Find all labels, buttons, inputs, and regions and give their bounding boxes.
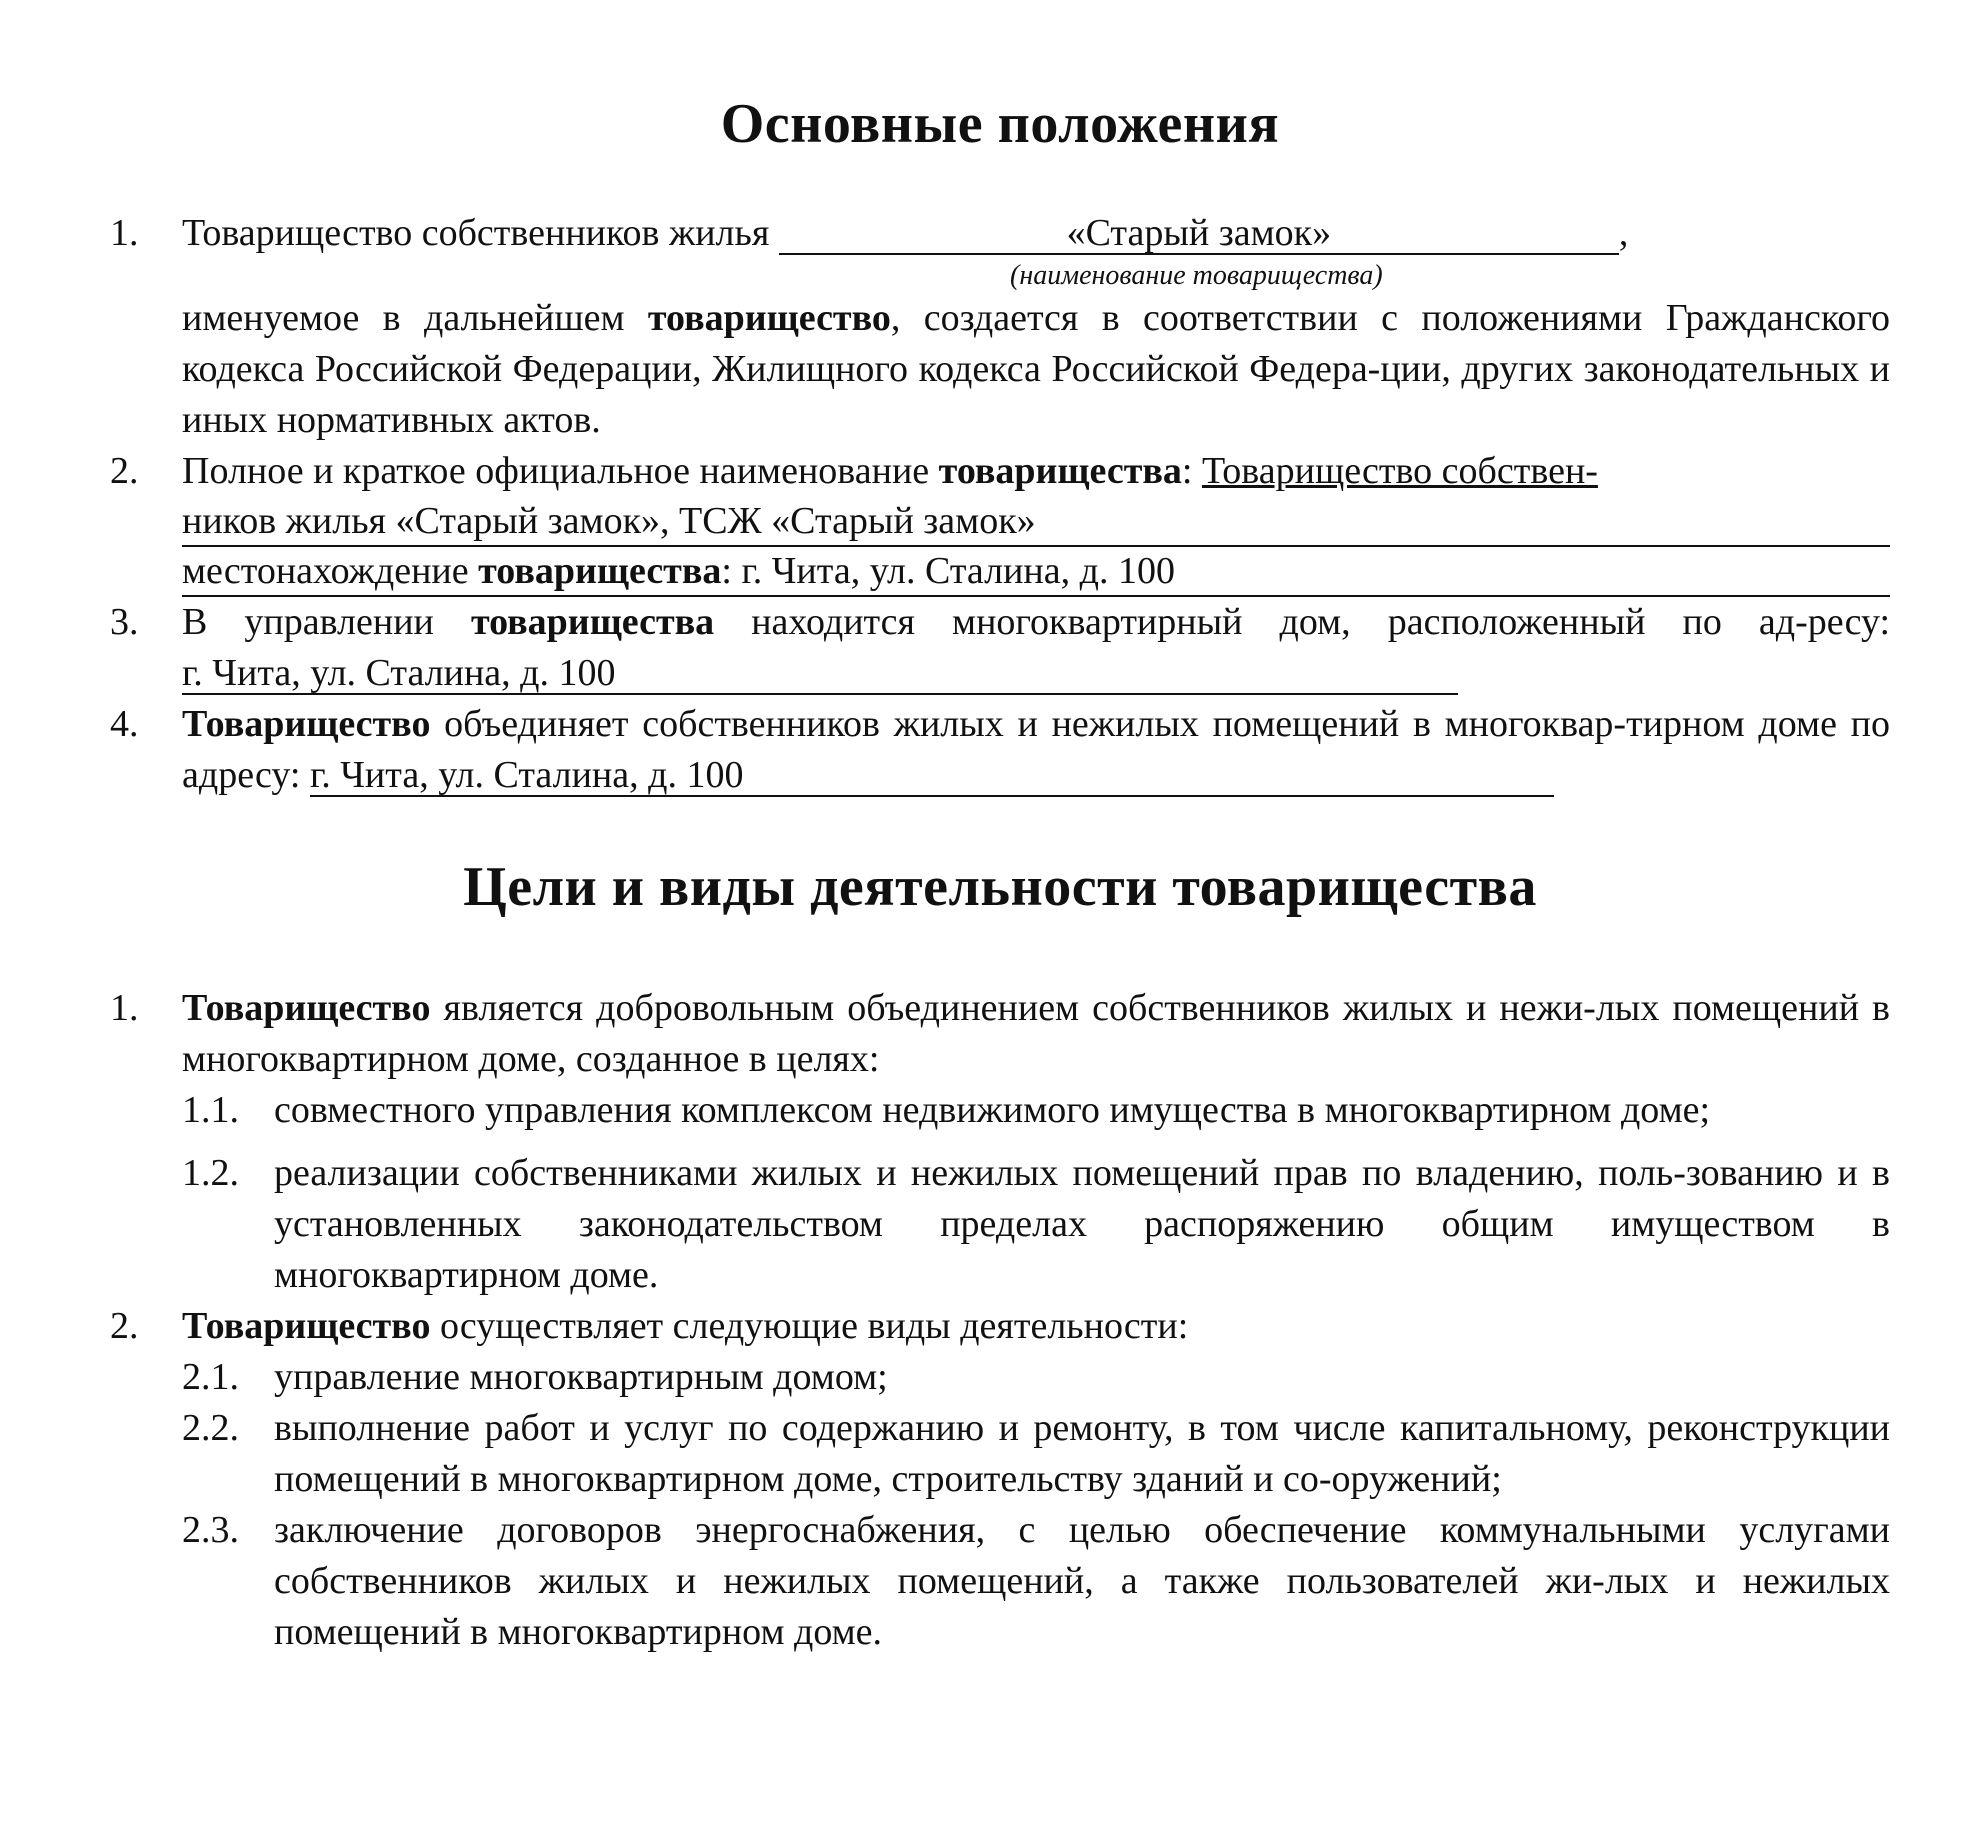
goal-text: является добровольным объединением собственников жилых и нежи-лых помещений в многоквартирном доме, созданное в целях: [182, 987, 1890, 1080]
comma: , [1618, 212, 1629, 254]
provision-item-1 [110, 208, 1890, 446]
bold-term: товарищества [470, 601, 715, 643]
provision-number: 1. [110, 212, 139, 254]
location-label: местонахождение [182, 550, 479, 592]
location-value: г. Чита, ул. Сталина, д. 100 [741, 550, 1175, 592]
goal-subitem [182, 1085, 1890, 1136]
provision-number: 2. [110, 450, 139, 492]
subitem-number: 2.1. [182, 1356, 239, 1398]
location-colon: : [721, 550, 742, 592]
subitem-number: 2.2. [182, 1407, 239, 1449]
goal-item-2 [110, 1301, 1890, 1352]
goal-subitem [182, 1505, 1890, 1658]
bold-term: товарищество [647, 297, 891, 339]
subitem-text: заключение договоров энергоснабжения, с целью обеспечение коммунальными услугами собственников жилых и нежилых помещений, а также пользователей жи-лых и нежилых помещений в многоквартирном доме. [274, 1509, 1890, 1653]
section-title-goals: Цели и виды деятельности товарищества [463, 856, 1537, 918]
subitem-number: 2.3. [182, 1509, 239, 1551]
goal-subitem [182, 1352, 1890, 1403]
section-title-main-provisions: Основные положения [720, 93, 1280, 155]
provision-item-4 [110, 699, 1890, 801]
provision-text: Товарищество собственников жилья [182, 212, 779, 254]
provision-text: находится многоквартирный дом, расположенный по ад-ресу: [714, 601, 1890, 643]
subitem-text: реализации собственниками жилых и нежилых помещений прав по владению, поль-зованию и в установленных законодательством пределах распоряжению общим имуществом в многоквартирном доме. [274, 1152, 1890, 1296]
goal-number: 2. [110, 1305, 139, 1347]
subitem-text: выполнение работ и услуг по содержанию и ремонту, в том числе капитальному, реконструкции помещений в многоквартирном доме, строительству зданий и со-оружений; [274, 1407, 1890, 1500]
subitem-number: 1.2. [182, 1152, 239, 1194]
goal-number: 1. [110, 987, 139, 1029]
provision-text: Полное и краткое официальное наименование [182, 450, 939, 492]
provision-item-2 [110, 446, 1890, 597]
location-line [182, 547, 1890, 597]
provision-text: именуемое в дальнейшем [182, 297, 648, 339]
goals-list [110, 983, 1890, 1658]
goal-subitem [182, 1148, 1890, 1301]
provision-text: В управлении [182, 601, 471, 643]
provision-text: , создается в соответствии с положениями Гражданского кодекса Российской Федерации, Жилищного кодекса Российской Федера-ции, других законодательных и иных нормативных актов. [182, 297, 1890, 441]
address-value: г. Чита, ул. Сталина, д. 100 [310, 755, 1554, 797]
provision-text: : [1181, 450, 1202, 492]
subitem-text: управление многоквартирным домом; [274, 1356, 888, 1398]
bold-term: Товарищество [182, 987, 431, 1029]
provision-text: объединяет собственников жилых и нежилых помещений в многоквар-тирном доме по адресу: [182, 703, 1890, 796]
full-name-value-line: ников жилья «Старый замок», ТСЖ «Старый замок» [182, 497, 1890, 547]
goal-item-1 [110, 983, 1890, 1085]
partnership-name-field: «Старый замок» [779, 213, 1619, 255]
provision-number: 4. [110, 703, 139, 745]
bold-term: Товарищество [182, 703, 431, 745]
goal-subitem [182, 1403, 1890, 1505]
bold-term: товарищества [938, 450, 1182, 492]
bold-term: товарищества [478, 550, 722, 592]
partnership-name-hint: (наименование товарищества) [1010, 260, 1383, 291]
main-provisions-list [110, 208, 1890, 801]
subitem-number: 1.1. [182, 1089, 239, 1131]
provision-item-3 [110, 597, 1890, 699]
full-name-value: Товарищество собствен- [1201, 450, 1598, 492]
address-value: г. Чита, ул. Сталина, д. 100 [182, 653, 1458, 695]
subitem-text: совместного управления комплексом недвижимого имущества в многоквартирном доме; [274, 1089, 1711, 1131]
goal-text: осуществляет следующие виды деятельности: [430, 1305, 1189, 1347]
bold-term: Товарищество [182, 1305, 431, 1347]
provision-number: 3. [110, 601, 139, 643]
